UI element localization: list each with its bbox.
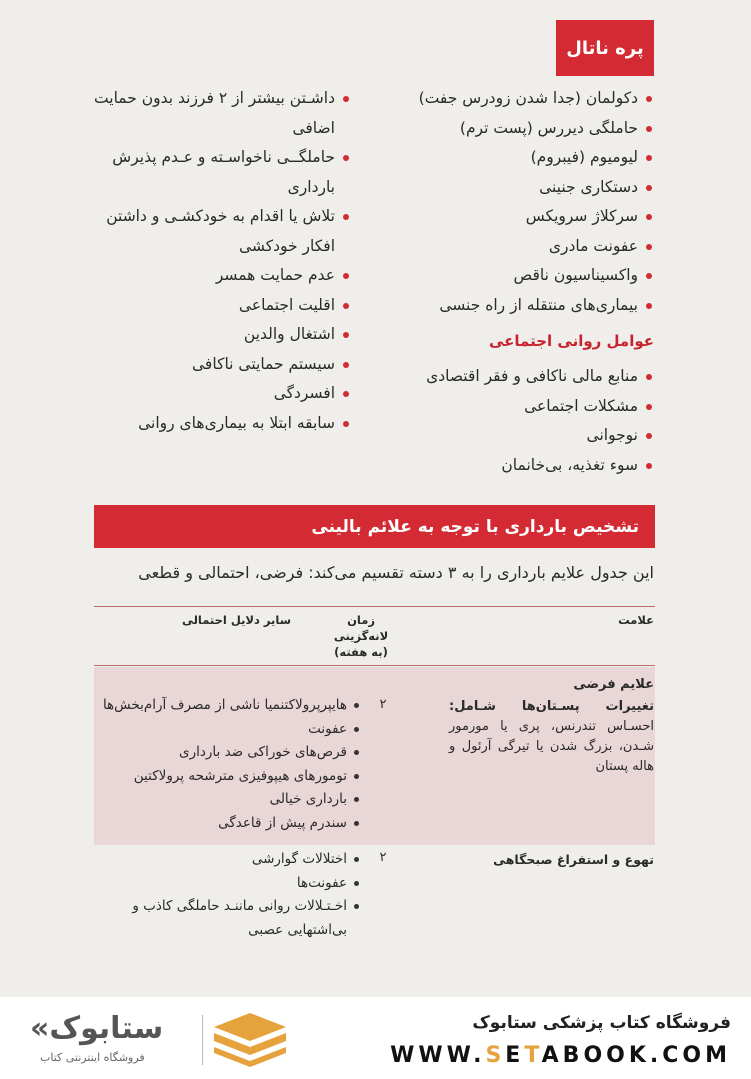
- url-part: WWW.: [390, 1043, 486, 1068]
- store-logo-subtitle: فروشگاه اینترنتی کتاب: [40, 1051, 145, 1064]
- list-item: واکسیناسیون ناقص: [404, 261, 654, 291]
- row1-time: ۲: [379, 697, 387, 712]
- list-item: حاملگــی ناخواسـته و عـدم پذیرش: [86, 143, 351, 173]
- row2-time: ۲: [379, 850, 387, 865]
- list-item: سابقه ابتلا به بیماری‌های روانی: [86, 409, 351, 439]
- psychosocial-heading: عوامل روانی اجتماعی: [488, 332, 654, 350]
- list-item: عفونت‌ها: [99, 872, 361, 896]
- list-item: تلاش یا اقدام به خودکشـی و داشتن: [86, 202, 351, 232]
- table-header-rule: [94, 665, 655, 666]
- url-part: E: [505, 1043, 525, 1068]
- header-time-line: زمان: [347, 613, 375, 627]
- list-item: سوء تغذیه، بی‌خانمان: [404, 451, 654, 481]
- logo-divider: [202, 1015, 203, 1065]
- row2-sign: تهوع و استفراغ صبحگاهی: [493, 852, 654, 867]
- store-footer: [0, 997, 751, 1079]
- store-name: فروشگاه کتاب پزشکی ستابوک: [472, 1013, 731, 1033]
- list-item: مشکلات اجتماعی: [404, 392, 654, 422]
- list-item: عفونت: [99, 718, 361, 742]
- store-url[interactable]: [390, 1043, 731, 1068]
- intro-text: این جدول علایم بارداری را به ۳ دسته تقسیم می‌کند: فرضی، احتمالی و قطعی: [138, 563, 654, 582]
- table-top-rule: [94, 606, 655, 607]
- list-item: اختلالات گوارشی: [99, 848, 361, 872]
- list-item: اشتغال والدین: [86, 320, 351, 350]
- list-item-continuation: بی‌اشتهایی عصبی: [248, 921, 347, 938]
- right-risk-list: [404, 84, 654, 320]
- row1-causes: [99, 694, 361, 835]
- list-item: دکولمان (جدا شدن زودرس جفت): [404, 84, 654, 114]
- list-item: عدم حمایت همسر: [86, 261, 351, 291]
- list-item: داشـتن بیشتر از ۲ فرزند بدون حمایت: [86, 84, 351, 114]
- header-time: [331, 612, 391, 660]
- list-item: سیستم حمایتی ناکافی: [86, 350, 351, 380]
- list-item: نوجوانی: [404, 421, 654, 451]
- list-item-continuation: بارداری: [287, 177, 335, 196]
- list-item-continuation: افکار خودکشی: [238, 236, 335, 255]
- header-sign: علامت: [618, 613, 654, 627]
- list-item: تومورهای هیپوفیزی مترشحه پرولاکتین: [99, 765, 361, 789]
- header-other-causes: سایر دلایل احتمالی: [181, 613, 291, 627]
- list-item: لیومیوم (فیبروم): [404, 143, 654, 173]
- row1-sign: [449, 697, 654, 777]
- section-tag: پره ناتال: [556, 20, 654, 76]
- list-item-continuation: اضافی: [292, 118, 335, 137]
- list-item: عفونت مادری: [404, 232, 654, 262]
- list-item: بیماری‌های منتقله از راه جنسی: [404, 291, 654, 321]
- url-part-highlight: T: [524, 1043, 542, 1068]
- list-item: هایپرپرولاکتنمیا ناشی از مصرف آرام‌بخش‌ها: [99, 694, 361, 718]
- left-risk-list: [86, 84, 351, 438]
- list-item: منابع مالی ناکافی و فقر اقتصادی: [404, 362, 654, 392]
- list-item: بارداری خیالی: [99, 788, 361, 812]
- list-item: اقلیت اجتماعی: [86, 291, 351, 321]
- list-item: حاملگی دیررس (پست ترم): [404, 114, 654, 144]
- url-part-highlight: S: [485, 1043, 506, 1068]
- book-stack-logo-icon: [210, 1011, 290, 1067]
- section-banner: [94, 505, 655, 548]
- header-time-line: لانه‌گزینی: [333, 629, 389, 643]
- list-item: قرص‌های خوراکی ضد بارداری: [99, 741, 361, 765]
- row2-causes: [99, 848, 361, 942]
- banner-title: تشخیص بارداری با توجه به علائم بالینی: [311, 516, 639, 537]
- store-logo-word: «ستابوک: [30, 1011, 164, 1046]
- row1-sign-lead: تغییرات پسـتان‌ها شـامل:: [449, 699, 654, 714]
- url-part: A: [541, 1043, 563, 1068]
- list-item: دستکاری جنینی: [404, 173, 654, 203]
- row1-sign-desc: احسـاس تندرنس، پری یا مورمور شـدن، بزرگ شدن یا تیرگی آرئول و هاله پستان: [449, 719, 654, 774]
- list-item: افسردگی: [86, 379, 351, 409]
- url-part: BOOK.COM: [562, 1043, 731, 1068]
- psychosocial-list: [404, 362, 654, 480]
- group-title: علایم فرضی: [573, 677, 654, 692]
- header-time-line: (به هفته): [334, 645, 388, 659]
- list-item: اخـتـلالات روانی ماننـد حاملگی کاذب و: [99, 895, 361, 919]
- list-item: سندرم پیش از قاعدگی: [99, 812, 361, 836]
- list-item: سرکلاژ سرویکس: [404, 202, 654, 232]
